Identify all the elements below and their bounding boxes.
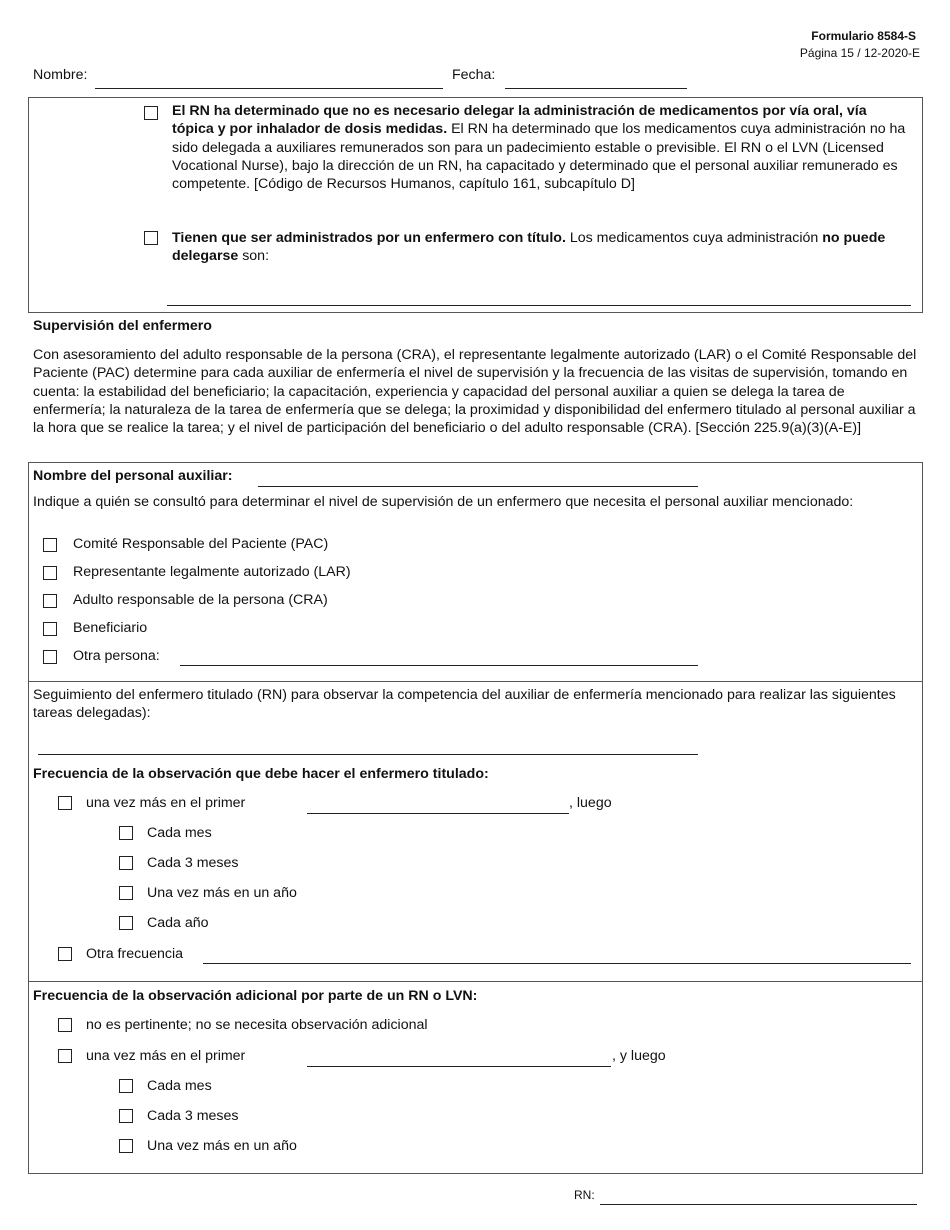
first-period-label: una vez más en el primer [86,795,246,811]
additional-monthly-label: Cada mes [147,1078,212,1094]
rn-label: RN: [574,1188,595,1202]
beneficiary-label: Beneficiario [73,620,148,636]
name-label: Nombre: [33,67,88,83]
first-period-field[interactable] [307,813,569,814]
additional-first-period-checkbox[interactable] [58,1049,72,1063]
additional-once-year-label: Una vez más en un año [147,1138,297,1154]
pac-checkbox[interactable] [43,538,57,552]
once-year-label: Una vez más en un año [147,885,297,901]
delegated-tasks-field[interactable] [38,754,698,755]
additional-heading: Frecuencia de la observación adicional por parte de un RN o LVN: [33,988,478,1004]
lar-checkbox[interactable] [43,566,57,580]
monthly-checkbox[interactable] [119,826,133,840]
pac-label: Comité Responsable del Paciente (PAC) [73,536,329,552]
divider [28,981,923,982]
no-delegation-checkbox[interactable] [144,106,158,120]
supervision-paragraph: Con asesoramiento del adulto responsable de la persona (CRA), el representante legalmente autorizado (LAR) o el Comité Responsable del Paciente (PAC) determine para cada auxiliar de enfermería el nivel de supervisión y la frecuencia de las visitas de supervisión, tomando en cuenta: la estabilidad del beneficiario; la capacitación, experiencia y capacidad del personal auxiliar a quien se delega la tarea de enfermería; la naturaleza de la tarea de enfermería que se delega; la proximidad y disponibilidad del enfermero titulado al personal auxiliar a la hora que se realice la tarea; y el nivel de participación del beneficiario o del adulto responsable (CRA). [Sección 225.9(a)(3)(A-E)] [33,347,917,437]
no-delegation-text: El RN ha determinado que no es necesario delegar la administración de medicamentos por vía oral, vía tópica y por inhalador de dosis medidas. El RN ha determinado que los medicamentos cuya administración no ha sido delegada a auxiliares remunerados son para un padecimiento estable o previsible. El RN o el LVN (Licensed Vocational Nurse), bajo la dirección de un RN, ha capacitado y determinado que el personal auxiliar remunerado es competente. [Código de Recursos Humanos, capítulo 161, subcapítulo D] [172,103,906,193]
quarterly-checkbox[interactable] [119,856,133,870]
consult-instruction: Indique a quién se consultó para determinar el nivel de supervisión de un enfermero que necesita el personal auxiliar mencionado: [33,494,854,510]
once-year-checkbox[interactable] [119,886,133,900]
first-period-checkbox[interactable] [58,796,72,810]
cra-label: Adulto responsable de la persona (CRA) [73,592,328,608]
divider [28,681,923,682]
quarterly-label: Cada 3 meses [147,855,239,871]
additional-quarterly-checkbox[interactable] [119,1109,133,1123]
medications-field[interactable] [167,305,911,306]
additional-first-period-label: una vez más en el primer [86,1048,246,1064]
other-frequency-label: Otra frecuencia [86,946,183,962]
lar-label: Representante legalmente autorizado (LAR) [73,564,351,580]
rn-administered-checkbox[interactable] [144,231,158,245]
staff-name-field[interactable] [258,486,698,487]
other-person-checkbox[interactable] [43,650,57,664]
other-person-label: Otra persona: [73,648,160,664]
name-field[interactable] [95,88,443,89]
monthly-label: Cada mes [147,825,212,841]
followup-intro: Seguimiento del enfermero titulado (RN) para observar la competencia del auxiliar de enfermería mencionado para realizar las siguientes tareas delegadas): [33,687,896,722]
cra-checkbox[interactable] [43,594,57,608]
page-info: Página 15 / 12-2020-E [799,46,920,60]
staff-name-label: Nombre del personal auxiliar: [33,468,233,484]
date-field[interactable] [505,88,687,89]
rn-administered-text: Tienen que ser administrados por un enfermero con título. Los medicamentos cuya administración no puede delegarse son: [172,230,886,265]
not-applicable-checkbox[interactable] [58,1018,72,1032]
not-applicable-label: no es pertinente; no se necesita observación adicional [86,1017,428,1033]
other-frequency-checkbox[interactable] [58,947,72,961]
supervision-heading: Supervisión del enfermero [33,318,212,334]
other-person-field[interactable] [180,665,698,666]
additional-first-period-suffix: , y luego [612,1048,666,1064]
yearly-label: Cada año [147,915,209,931]
rn-initials-field[interactable] [600,1204,917,1205]
additional-quarterly-label: Cada 3 meses [147,1108,239,1124]
date-label: Fecha: [452,67,496,83]
beneficiary-checkbox[interactable] [43,622,57,636]
yearly-checkbox[interactable] [119,916,133,930]
other-frequency-field[interactable] [203,963,911,964]
first-period-suffix: , luego [569,795,612,811]
additional-first-period-field[interactable] [307,1066,611,1067]
additional-once-year-checkbox[interactable] [119,1139,133,1153]
additional-monthly-checkbox[interactable] [119,1079,133,1093]
form-number: Formulario 8584-S [811,29,916,43]
frequency-heading: Frecuencia de la observación que debe hacer el enfermero titulado: [33,766,489,782]
